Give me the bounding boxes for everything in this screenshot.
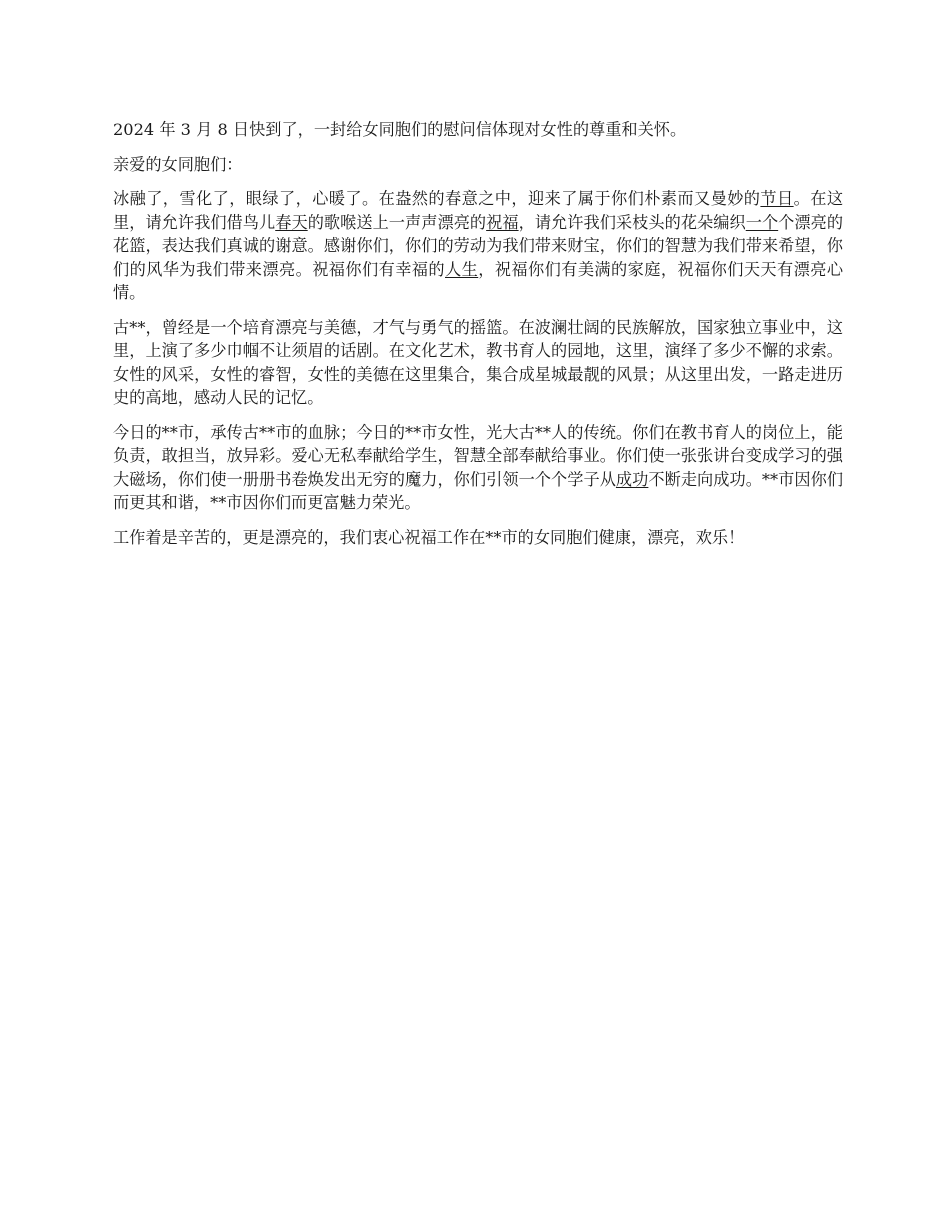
salutation: 亲爱的女同胞们： [113, 154, 243, 174]
text-run: 不断走向成功。**市因你们而更其和谐，**市因你们而更富魅力荣光。 [113, 469, 844, 512]
text-run: 冰融了，雪化了，眼绿了，心暖了。在盎然的春意之中，迎来了属于你们朴素而又曼妙的 [113, 189, 761, 208]
paragraph-2: 古**，曾经是一个培育漂亮与美德，才气与勇气的摇篮。在波澜壮阔的民族解放，国家独立事业中，这里，上演了多少巾帼不让须眉的话剧。在文化艺术，教书育人的园地，这里，演绎了多少不懈的求索。女性的风采，女性的睿智，女性的美德在这里集合，集合成星城最靓的风景；从这里出发，一路走进历史的高地，感动人民的记忆。 [113, 317, 843, 407]
paragraph-1 [113, 187, 843, 305]
underlined-keyword: 成功 [615, 469, 649, 489]
document-body [113, 118, 843, 560]
underlined-keyword: 祝福 [486, 212, 519, 232]
text-run: ，祝福你们有美满的家庭，祝福你们天天有漂亮心情。 [113, 259, 844, 302]
closing-paragraph: 工作着是辛苦的，更是漂亮的，我们衷心祝福工作在**市的女同胞们健康，漂亮，欢乐！ [113, 527, 745, 547]
underlined-keyword: 一个 [745, 212, 779, 232]
underlined-keyword: 节日 [760, 189, 794, 208]
text-run: ，请允许我们采枝头的花朵编织 [518, 212, 746, 232]
text-run: 个漂亮的花篮，表达我们真诚的谢意。感谢你们，你们的劳动为我们带来财宝，你们的智慧为我们带来希望，你们的风华为我们带来漂亮。祝福你们有幸福的 [113, 212, 844, 279]
underlined-keyword: 春天 [275, 212, 308, 232]
text-run: 的歌喉送上一声声漂亮的 [307, 212, 487, 232]
underlined-keyword: 人生 [445, 259, 479, 279]
text-run: 。在这里，请允许我们借鸟儿 [113, 189, 844, 232]
intro-paragraph: 2024 年 3 月 8 日快到了，一封给女同胞们的慰问信体现对女性的尊重和关怀。 [113, 120, 687, 139]
paragraph-3 [113, 421, 843, 515]
text-run: 今日的**市，承传古**市的血脉；今日的**市女性，光大古**人的传统。你们在教书育人的岗位上，能负责，敢担当，放异彩。爱心无私奉献给学生，智慧全部奉献给事业。你们使一张张讲台变成学习的强大磁场，你们使一册册书卷焕发出无穷的魔力，你们引领一个个学子从 [113, 422, 843, 489]
